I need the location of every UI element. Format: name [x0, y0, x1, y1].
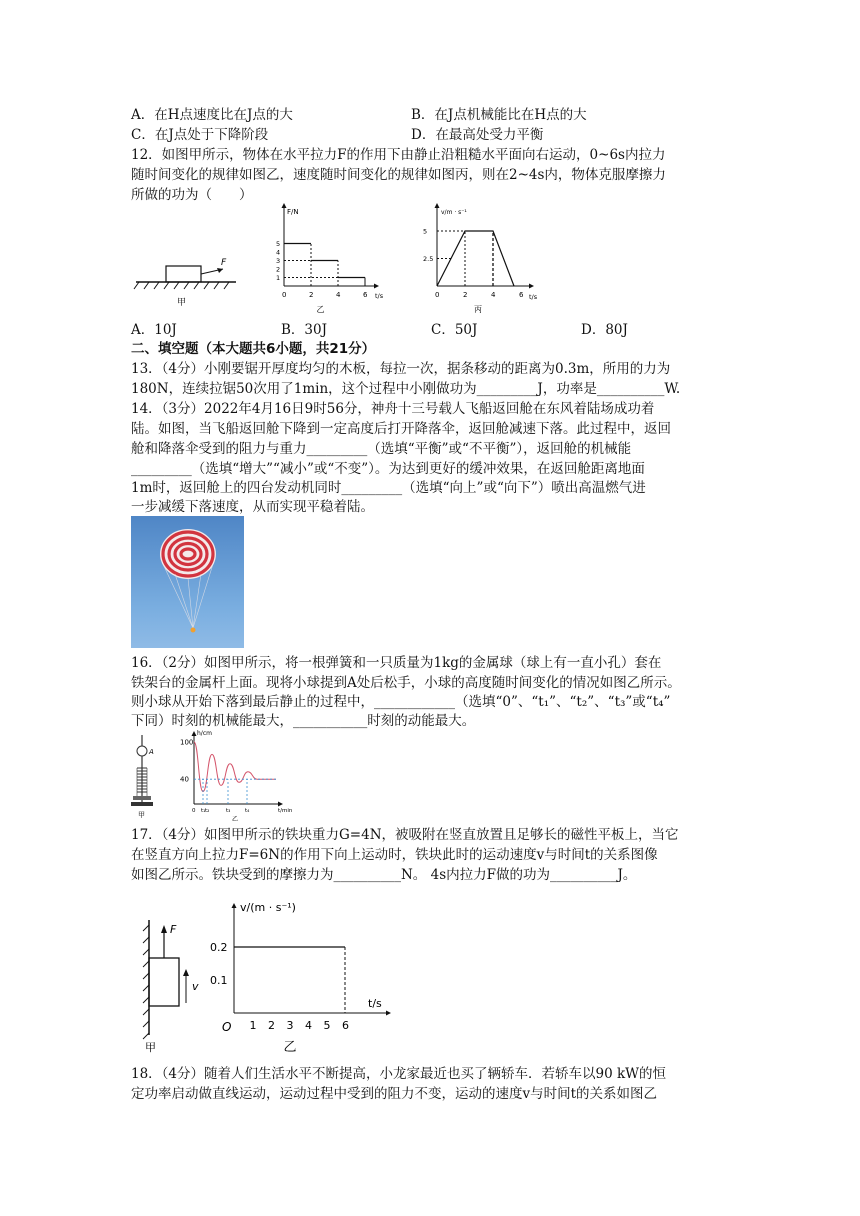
x-tick-label: t₁ [201, 808, 206, 814]
q12-line2: 随时间变化的规律如图乙，速度随时间变化的规律如图丙，则在2~4s内，物体克服摩擦力 [131, 167, 666, 183]
y-tick-label: 1 [276, 274, 281, 282]
y-tick-label: 40 [180, 775, 189, 784]
q12-jia-force-label: F [221, 258, 227, 268]
x-tick-label: 2 [463, 291, 468, 299]
y-tick-label: 0.2 [210, 941, 228, 954]
y-tick-label: 3 [276, 257, 281, 265]
x-tick-label: 4 [336, 291, 341, 299]
q12-figure-bing [420, 200, 550, 320]
q17-jia-force-label: F [170, 923, 177, 936]
q17-figure-yi [210, 895, 400, 1055]
x-tick-label: 4 [305, 1019, 312, 1032]
x-tick-label: 0 [435, 291, 440, 299]
parachute-photo [131, 516, 244, 648]
y-axis-label: v/m · s⁻¹ [441, 209, 467, 216]
section-title: 二、填空题（本大题共6小题，共21分） [131, 341, 376, 357]
velocity-line [437, 231, 514, 286]
q12-figure-jia [131, 255, 241, 310]
q12-option-b: B．30J [281, 322, 328, 338]
x-tick-label: 3 [286, 1019, 294, 1032]
x-axis-arrow [278, 802, 283, 807]
origin-label: O [222, 1020, 232, 1034]
x-tick-label: 0 [192, 808, 196, 814]
y-axis-arrow [435, 203, 440, 208]
x-tick-label: 6 [342, 1019, 349, 1032]
y-axis-label: F/N [287, 208, 299, 216]
q12-option-a: A．10J [131, 322, 177, 338]
y-tick-label: 100 [180, 738, 194, 747]
q14-line3: 舱和降落伞受到的阻力与重力_________（选填“平衡”或“不平衡”），返回舱的机械能 [131, 441, 632, 457]
x-tick-label: 4 [491, 291, 496, 299]
q18-line1: 18．（4分）随着人们生活水平不断提高，小龙家最近也买了辆轿车．若轿车以90 kW的恒 [131, 1066, 667, 1082]
y-axis-arrow [232, 903, 237, 908]
q17-figure-jia [131, 915, 206, 1055]
x-tick-label: 0 [282, 291, 287, 299]
x-tick-label: t₃ [226, 808, 231, 814]
y-tick-label: 2 [276, 265, 281, 274]
q16-jia-caption: 甲 [138, 811, 145, 819]
q14-line6: 一步减缓下落速度，从而实现平稳着陆。 [131, 499, 374, 515]
x-axis-label: t/s [368, 997, 382, 1010]
q16-figure-jia [128, 730, 168, 820]
q17-line2: 在竖直方向上拉力F=6N的作用下向上运动时，铁块此时的运动速度v与时间t的关系图像 [131, 847, 658, 863]
y-axis-arrow [282, 203, 287, 208]
y-tick-label: 5 [423, 227, 428, 236]
q11-option-a: A．在H点速度比在J点的大 [131, 107, 293, 123]
caption: 乙 [283, 1040, 297, 1055]
q14-line5: 1m时，返回舱上的四台发动机同时_________（选填“向上”或“向下”）喷出高温燃气进 [131, 480, 646, 496]
y-axis-label: h/cm [197, 730, 212, 737]
y-tick-label: 0.1 [210, 974, 228, 987]
x-tick-label: 1 [249, 1019, 257, 1032]
q17-jia-caption: 甲 [145, 1041, 156, 1054]
y-tick-label: 4 [276, 248, 281, 257]
q16-figure-yi [170, 728, 293, 823]
q12-option-d: D．80J [581, 322, 628, 338]
q17-jia-velocity-label: v [192, 980, 199, 993]
q11-option-d: D．在最高处受力平衡 [411, 127, 544, 143]
q16-jia-label-a: A [149, 748, 154, 756]
x-tick-label: 5 [323, 1019, 331, 1032]
q16-line3: 则小球从开始下落到最后静止的过程中，____________（选填“0”、“t₁”、“t₂”、“t₃”或“t₄” [131, 694, 671, 710]
x-tick-label: 6 [363, 291, 368, 299]
q18-line2: 定功率启动做直线运动，运动过程中受到的阻力不变，运动的速度v与时间t的关系如图乙 [131, 1086, 658, 1102]
q13-line1: 13．（4分）小刚要锯开厚度均匀的木板，每拉一次，据条移动的距离为0.3m，所用的力为 [131, 361, 671, 377]
x-tick-label: 6 [519, 291, 524, 299]
q12-figure-yi [270, 200, 390, 320]
y-axis-label: v/(m · s⁻¹) [240, 901, 296, 914]
height-curve [194, 742, 276, 792]
x-axis-arrow [529, 284, 534, 289]
q13-line2: 180N，连续拉锯50次用了1min，这个过程中小刚做功为_________J，功率是__________W. [131, 381, 681, 397]
q12-option-c: C．50J [431, 322, 478, 338]
q12-jia-caption: 甲 [177, 298, 187, 308]
x-axis-label: t/s [375, 292, 384, 300]
q12-line1: 12．如图甲所示，物体在水平拉力F的作用下由静止沿粗糙水平面向右运动，0~6s内拉力 [131, 147, 666, 163]
x-tick-label: 2 [268, 1019, 275, 1032]
q11-option-c: C．在J点处于下降阶段 [131, 127, 269, 143]
x-axis-label: t/s [529, 293, 538, 301]
y-axis-arrow [192, 731, 197, 736]
q17-line1: 17．（4分）如图甲所示的铁块重力G=4N，被吸附在竖直放置且足够长的磁性平板上，当它 [131, 827, 679, 843]
caption: 丙 [474, 305, 482, 314]
x-axis-arrow [374, 284, 379, 289]
q11-option-b: B．在J点机械能比在H点的大 [411, 107, 587, 123]
q16-line2: 铁架台的金属杆上面。现将小球提到A处后松手，小球的高度随时间变化的情况如图乙所示。 [131, 675, 681, 691]
x-axis-arrow [386, 1011, 391, 1016]
q16-line1: 16．（2分）如图甲所示，将一根弹簧和一只质量为1kg的金属球（球上有一直小孔）套在 [131, 655, 662, 671]
caption: 乙 [316, 305, 325, 314]
q14-line1: 14．（3分）2022年4月16日9时56分，神舟十三号载人飞船返回舱在东风着陆场成功着 [131, 401, 655, 417]
x-tick-label: t₂ [205, 808, 210, 814]
y-tick-label: 2.5 [423, 255, 434, 263]
x-tick-label: t₄ [245, 808, 250, 814]
q16-line4: 下同）时刻的机械能最大，___________时刻的动能最大。 [131, 713, 476, 729]
q17-line3: 如图乙所示。铁块受到的摩擦力为__________N。 4s内拉力F做的功为__________J。 [131, 867, 637, 883]
x-tick-label: 2 [309, 291, 314, 299]
y-tick-label: 5 [276, 240, 281, 248]
q14-line2: 陆。如图，当飞船返回舱下降到一定高度后打开降落伞，返回舱减速下落。此过程中，返回 [131, 421, 671, 437]
caption: 乙 [232, 816, 239, 823]
q12-line3: 所做的功为（ ） [131, 187, 253, 203]
x-axis-label: t/min [278, 808, 293, 814]
q14-line4: _________（选填“增大”“减小”或“不变”）。为达到更好的缓冲效果，在返回舱距离地面 [131, 461, 645, 477]
